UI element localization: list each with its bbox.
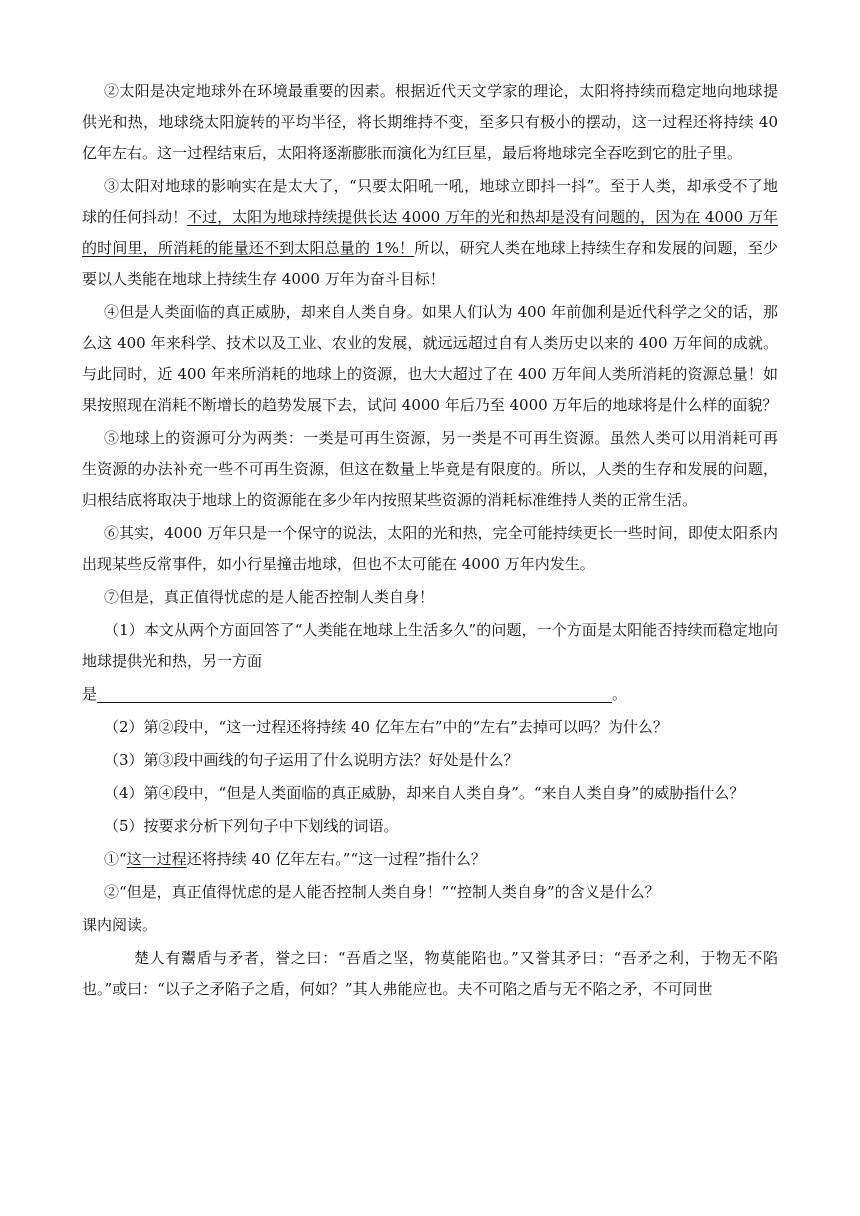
- answer-blank[interactable]: [97, 684, 612, 703]
- paragraph-6: ⑥其实，4000 万年只是一个保守的说法，太阳的光和热，完全可能持续更长一些时间，即使太阳系内出现某些反常事件，如小行星撞击地球，但也不太可能在 4000 万年内发生。: [82, 524, 778, 573]
- question-3: （3）第③段中画线的句子运用了什么说明方法？好处是什么？: [104, 751, 519, 769]
- paragraph-2: ②太阳是决定地球外在环境最重要的因素。根据近代天文学家的理论，太阳将持续而稳定地向地球提供光和热，地球绕太阳旋转的平均半径，将长期维持不变，至多只有极小的摆动，这一过程还将持续 40 亿年左右。这一过程结束后，太阳将逐渐膨胀而演化为红巨星，最后将地球完全吞吃到它的肚子里。: [82, 82, 778, 162]
- paragraph-4: ④但是人类面临的真正威胁，却来自人类自身。如果人们认为 400 年前伽利是近代科学之父的话，那么这 400 年来科学、技术以及工业、农业的发展，就远远超过自有人类历史以来的 400 万年间的成就。与此同时，近 400 年来所消耗的地球上的资源，也大大超过了在 400 万年间人类所消耗的资源总量！如果按照现在消耗不断增长的趋势发展下去，试问 4000 年后乃至 4000 万年后的地球将是什么样的面貌？: [82, 303, 778, 414]
- document-page: [82, 76, 778, 1007]
- question-5: （5）按要求分析下列句子中下划线的词语。: [104, 817, 399, 835]
- paragraph-3-start: ③太阳对地球的影响实在是太大了，“只要太阳吼一吼，地球立即抖一抖”。至于人类，却承受不了地球的任何抖动！: [82, 177, 778, 226]
- paragraph-7: ⑦但是，真正值得忧虑的是人能否控制人类自身！: [104, 588, 435, 606]
- question-1-lead: 是: [82, 685, 98, 703]
- q5a-pre: ①“: [104, 850, 127, 868]
- paragraph-3-end: 所以，研究人类在地球上持续生存和发展的问题，至少要以人类能在地球上持续生存 4000 万年为奋斗目标！: [82, 239, 778, 288]
- section-heading: 课内阅读。: [82, 916, 158, 934]
- question-1-answer-line: [82, 679, 778, 710]
- q5a-post: 还将持续 40 亿年左右。”“这一过程”指什么？: [186, 850, 486, 868]
- q5a-underlined: 这一过程: [126, 850, 187, 868]
- classical-passage: 楚人有鬻盾与矛者，誉之曰：“吾盾之坚，物莫能陷也。”又誉其矛曰：“吾矛之利，于物无不陷也。”或曰：“以子之矛陷子之盾，何如？”其人弗能应也。夫不可陷之盾与无不陷之矛，不可同世: [82, 949, 778, 998]
- question-5-a: [82, 844, 778, 875]
- question-2: （2）第②段中，“这一过程还将持续 40 亿年左右”中的“左右”去掉可以吗？为什么？: [104, 718, 668, 736]
- question-4: （4）第④段中，“但是人类面临的真正威胁，却来自人类自身”。“来自人类自身”的威胁指什么？: [104, 784, 745, 802]
- question-5-b: ②“但是，真正值得忧虑的是人能否控制人类自身！”“控制人类自身”的含义是什么？: [104, 883, 660, 901]
- question-1-end: 。: [612, 685, 628, 703]
- underlined-sentence: 不过，太阳为地球持续提供长达 4000 万年的光和热却是没有问题的，因为在 4000 万年的时间里，所消耗的能量还不到太阳总量的 1%！: [82, 208, 778, 257]
- paragraph-5: ⑤地球上的资源可分为两类：一类是可再生资源，另一类是不可再生资源。虽然人类可以用消耗可再生资源的办法补充一些不可再生资源，但这在数量上毕竟是有限度的。所以，人类的生存和发展的问题，归根结底将取决于地球上的资源能在多少年内按照某些资源的消耗标准维持人类的正常生活。: [82, 429, 778, 509]
- paragraph-3: [82, 171, 778, 295]
- question-1: （1）本文从两个方面回答了“人类能在地球上生活多久”的问题，一个方面是太阳能否持续而稳定地向地球提供光和热，另一方面: [82, 621, 778, 670]
